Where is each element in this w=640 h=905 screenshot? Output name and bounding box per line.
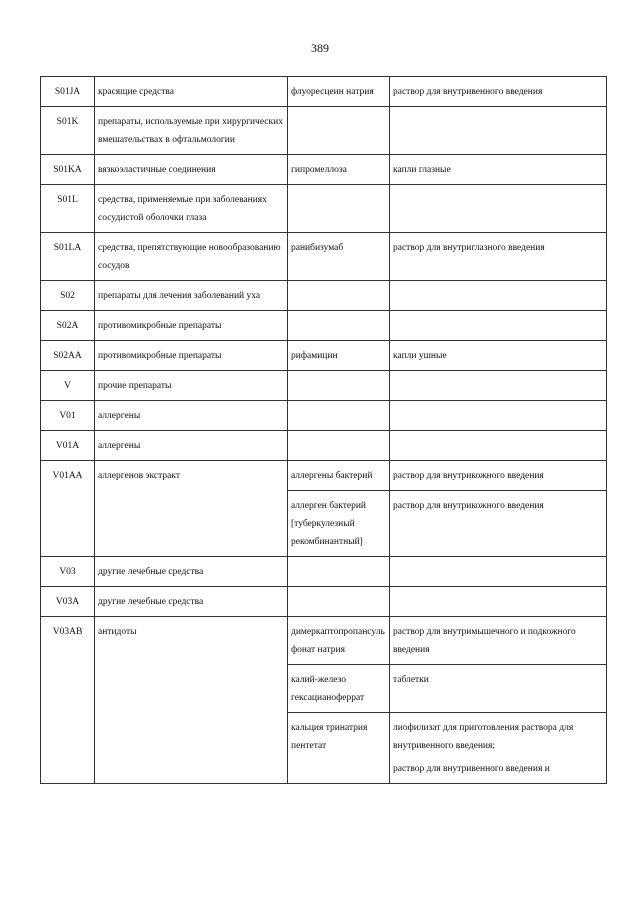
- atc-code: S02AA: [41, 341, 95, 371]
- atc-code: S02A: [41, 311, 95, 341]
- dosage-form: [390, 185, 607, 233]
- table-row: [41, 281, 607, 311]
- atc-code: S01KA: [41, 155, 95, 185]
- drug-name: [288, 185, 390, 233]
- dosage-form: [390, 401, 607, 431]
- drug-name: [288, 371, 390, 401]
- group-name: аллергены: [95, 401, 288, 431]
- dosage-form: раствор для внутривенного введения и: [390, 760, 607, 784]
- group-name: противомикробные препараты: [95, 311, 288, 341]
- atc-code: V01A: [41, 431, 95, 461]
- group-name: антидоты: [95, 617, 288, 665]
- dosage-form: [390, 431, 607, 461]
- table-row: [41, 401, 607, 431]
- atc-code: [41, 760, 95, 784]
- atc-code: S02: [41, 281, 95, 311]
- table-row: [41, 665, 607, 713]
- table-row: [41, 431, 607, 461]
- atc-code: V01: [41, 401, 95, 431]
- dosage-form: [390, 107, 607, 155]
- drug-name: [288, 431, 390, 461]
- group-name: противомикробные препараты: [95, 341, 288, 371]
- table-row: [41, 155, 607, 185]
- dosage-form: раствор для внутрикожного введения: [390, 461, 607, 491]
- atc-code: V03AB: [41, 617, 95, 665]
- group-name: препараты, используемые при хирургических вмешательствах в офтальмологии: [95, 107, 288, 155]
- drug-name: кальция тринатрия пентетат: [288, 713, 390, 761]
- page-number: 389: [311, 41, 329, 55]
- atc-code: V: [41, 371, 95, 401]
- drug-name: [288, 107, 390, 155]
- table-row: [41, 713, 607, 761]
- atc-code: S01L: [41, 185, 95, 233]
- group-name: прочие препараты: [95, 371, 288, 401]
- drug-name: ранибизумаб: [288, 233, 390, 281]
- table-row: [41, 617, 607, 665]
- drug-name: аллерген бактерий [туберкулезный рекомбинантный]: [288, 491, 390, 557]
- dosage-form: капли ушные: [390, 341, 607, 371]
- group-name: [95, 491, 288, 557]
- atc-code: [41, 665, 95, 713]
- atc-code: V03: [41, 557, 95, 587]
- atc-code: V01AA: [41, 461, 95, 491]
- table-row: [41, 341, 607, 371]
- group-name: [95, 760, 288, 784]
- table-row: [41, 760, 607, 784]
- drug-name: калий-железо гексацианоферрат: [288, 665, 390, 713]
- drug-name: димеркаптопропансульфонат натрия: [288, 617, 390, 665]
- group-name: аллергены: [95, 431, 288, 461]
- atc-code: S01JA: [41, 77, 95, 107]
- table-row: [41, 587, 607, 617]
- dosage-form: [390, 371, 607, 401]
- table-row: [41, 185, 607, 233]
- group-name: другие лечебные средства: [95, 587, 288, 617]
- drug-name: [288, 281, 390, 311]
- dosage-form: капли глазные: [390, 155, 607, 185]
- dosage-form: [390, 557, 607, 587]
- dosage-form: [390, 587, 607, 617]
- atc-code: S01LA: [41, 233, 95, 281]
- table-row: [41, 107, 607, 155]
- atc-code: V03A: [41, 587, 95, 617]
- table-row: [41, 461, 607, 491]
- group-name: вязкоэластичные соединения: [95, 155, 288, 185]
- table-row: [41, 77, 607, 107]
- drug-name: аллергены бактерий: [288, 461, 390, 491]
- table-row: [41, 371, 607, 401]
- drug-name: [288, 760, 390, 784]
- atc-code: S01K: [41, 107, 95, 155]
- table-row: [41, 557, 607, 587]
- group-name: другие лечебные средства: [95, 557, 288, 587]
- dosage-form: раствор для внутривенного введения: [390, 77, 607, 107]
- group-name: средства, применяемые при заболеваниях сосудистой оболочки глаза: [95, 185, 288, 233]
- atc-code: [41, 713, 95, 761]
- dosage-form: раствор для внутримышечного и подкожного введения: [390, 617, 607, 665]
- drug-name: гипромеллоза: [288, 155, 390, 185]
- group-name: [95, 665, 288, 713]
- drug-table: [40, 76, 607, 784]
- group-name: аллергенов экстракт: [95, 461, 288, 491]
- drug-name: [288, 557, 390, 587]
- table-row: [41, 491, 607, 557]
- group-name: красящие средства: [95, 77, 288, 107]
- dosage-form: [390, 311, 607, 341]
- drug-name: [288, 311, 390, 341]
- dosage-form: раствор для внутриглазного введения: [390, 233, 607, 281]
- group-name: средства, препятствующие новообразованию сосудов: [95, 233, 288, 281]
- dosage-form: [390, 281, 607, 311]
- dosage-form: таблетки: [390, 665, 607, 713]
- drug-name: флуоресцеин натрия: [288, 77, 390, 107]
- atc-code: [41, 491, 95, 557]
- drug-name: рифамицин: [288, 341, 390, 371]
- table-row: [41, 233, 607, 281]
- table-row: [41, 311, 607, 341]
- dosage-form: лиофилизат для приготовления раствора для внутривенного введения;: [390, 713, 607, 761]
- drug-name: [288, 401, 390, 431]
- group-name: препараты для лечения заболеваний уха: [95, 281, 288, 311]
- group-name: [95, 713, 288, 761]
- drug-name: [288, 587, 390, 617]
- dosage-form: раствор для внутрикожного введения: [390, 491, 607, 557]
